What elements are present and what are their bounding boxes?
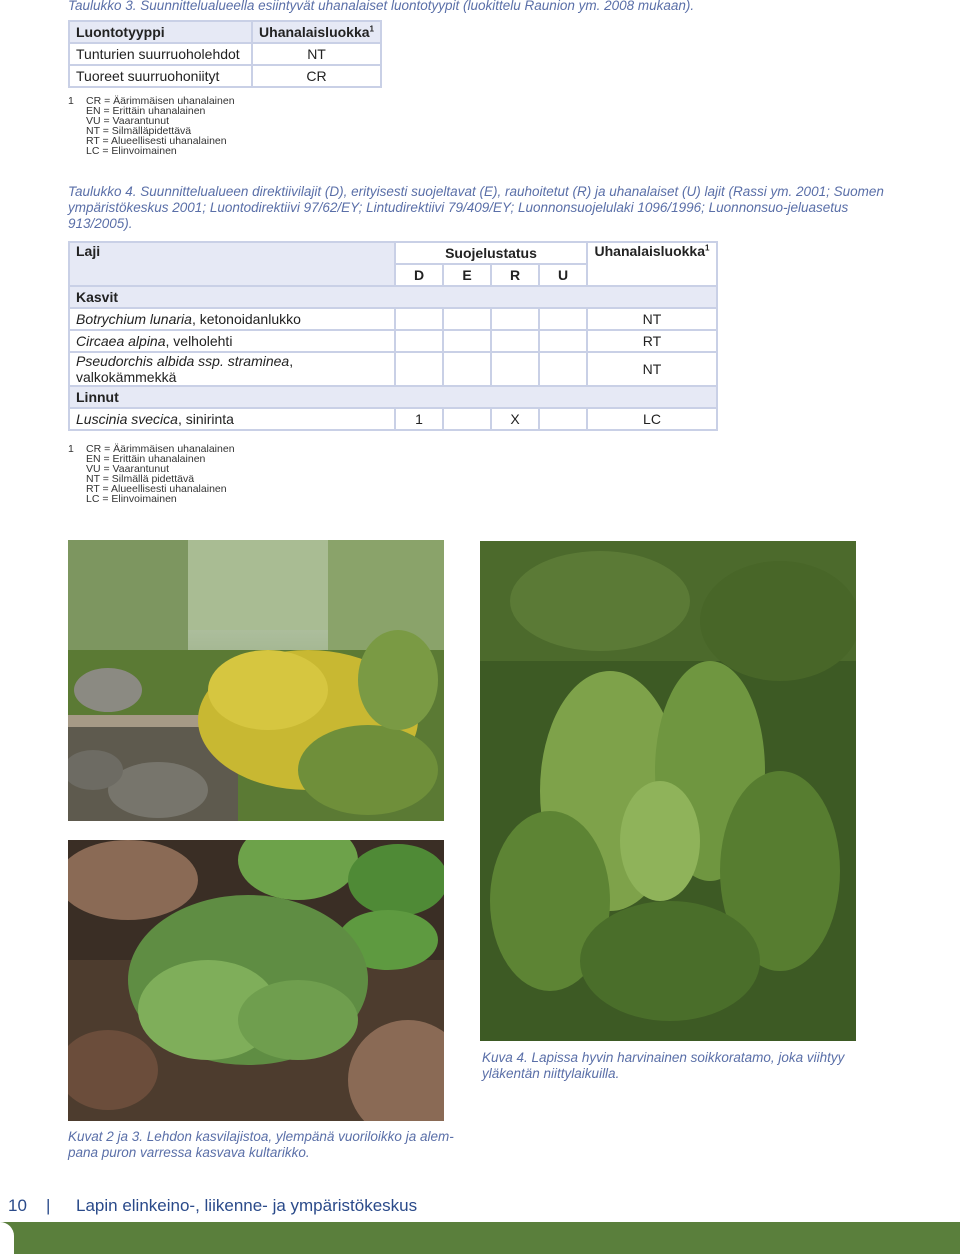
photo-fern-image [68, 840, 444, 1121]
cell-class: NT [587, 352, 717, 386]
footer-title: Lapin elinkeino-, liikenne- ja ympäristökeskus [76, 1196, 418, 1215]
table4-header-d: D [395, 264, 443, 286]
caption-kuvat23: Kuvat 2 ja 3. Lehdon kasvilajistoa, ylempänä vuoriloikko ja alem-pana puron varressa kasvava kultarikko. [68, 1129, 454, 1160]
table4-group-kasvit [69, 286, 717, 308]
table4-legend [68, 444, 268, 506]
footer-bar-notch [0, 1222, 14, 1254]
table3-cell-name: Tunturien suurruoholehdot [69, 43, 252, 65]
photo-stream-flowers-image [68, 540, 444, 821]
page-footer [0, 1196, 960, 1218]
table3-legend [68, 96, 268, 158]
cell-r [491, 330, 539, 352]
legend-footnote-number: 1 [68, 95, 74, 107]
table3-header-row [69, 21, 381, 43]
table3-cell-class: CR [252, 65, 381, 87]
table4-header-suojelustatus: Suojelustatus [395, 242, 587, 264]
table3-cell-name: Tuoreet suurruohoniityt [69, 65, 252, 87]
cell-u [539, 352, 587, 386]
table3-caption: Taulukko 3. Suunnittelualueella esiintyvät uhanalaiset luontotyypit (luokittelu Raunion ym. 2008 mukaan). [68, 0, 695, 13]
caption-kuva4: Kuva 4. Lapissa hyvin harvinainen soikkoratamo, joka viihtyy yläkentän niittylaikuilla. [482, 1050, 845, 1081]
table3-cell-class: NT [252, 43, 381, 65]
species-cell: Luscinia svecica, sinirinta [69, 408, 395, 430]
table4-header-e: E [443, 264, 491, 286]
legend-footnote-number: 1 [68, 443, 74, 455]
cell-d: 1 [395, 408, 443, 430]
table4-group-linnut [69, 386, 717, 408]
table4-header-laji: Laji [69, 242, 395, 286]
photo-stream-flowers [68, 540, 444, 821]
cell-class: LC [587, 408, 717, 430]
cell-u [539, 408, 587, 430]
cell-u [539, 308, 587, 330]
cell-e [443, 352, 491, 386]
table3 [68, 20, 382, 88]
table4-header-r: R [491, 264, 539, 286]
cell-u [539, 330, 587, 352]
legend-text: CR = Äärimmäisen uhanalainen EN = Erittäin uhanalainen VU = Vaarantunut NT = Silmällä pidettävä RT = Alueellisesti uhanalainen LC = Elinvoimainen [86, 443, 235, 505]
page-number: 10 [8, 1196, 27, 1215]
footer-separator: | [46, 1196, 51, 1215]
cell-r: X [491, 408, 539, 430]
species-cell: Botrychium lunaria, ketonoidanlukko [69, 308, 395, 330]
table3-header-uhanalaisluokka: Uhanalaisluokka$^1$ [252, 21, 381, 43]
cell-class: RT [587, 330, 717, 352]
species-cell: Circaea alpina, velholehti [69, 330, 395, 352]
cell-e [443, 308, 491, 330]
table3-header-luontotyyppi: Luontotyyppi [69, 21, 252, 43]
group-label: Linnut [69, 386, 717, 408]
table-row [69, 43, 381, 65]
legend-text: CR = Äärimmäisen uhanalainen EN = Erittäin uhanalainen VU = Vaarantunut NT = Silmälläpidettävä RT = Alueellisesti uhanalainen LC = Elinvoimainen [86, 95, 235, 157]
table-row [69, 330, 717, 352]
photo-fern [68, 840, 444, 1121]
footer-bar [0, 1222, 960, 1254]
table4-header-u: U [539, 264, 587, 286]
cell-e [443, 330, 491, 352]
table-row [69, 352, 717, 386]
table4-header-uhanalaisluokka: Uhanalaisluokka$^1$ [587, 242, 717, 286]
table4-header-row [69, 242, 717, 264]
table-row [69, 308, 717, 330]
cell-r [491, 308, 539, 330]
photo-orchid-meadow-image [480, 541, 856, 1041]
table4-caption: Taulukko 4. Suunnittelualueen direktiivilajit (D), erityisesti suojeltavat (E), rauhoitetut (R) ja uhanalaiset (U) lajit (Rassi ym. 2001; Suomen ympäristökeskus 2001; Luontodirektiivi 97/62/EY; Lintudirektiivi 79/409/EY; Luonnonsuojelulaki 1096/1996; Luonnonsuo-jeluasetus 913/2005). [68, 184, 884, 231]
cell-d [395, 352, 443, 386]
table-row [69, 408, 717, 430]
cell-class: NT [587, 308, 717, 330]
cell-e [443, 408, 491, 430]
photo-orchid-meadow [480, 541, 856, 1041]
table4 [68, 241, 718, 431]
group-label: Kasvit [69, 286, 717, 308]
cell-d [395, 308, 443, 330]
species-cell: Pseudorchis albida ssp. straminea, valkokämmekkä [69, 352, 395, 386]
table-row [69, 65, 381, 87]
cell-d [395, 330, 443, 352]
cell-r [491, 352, 539, 386]
